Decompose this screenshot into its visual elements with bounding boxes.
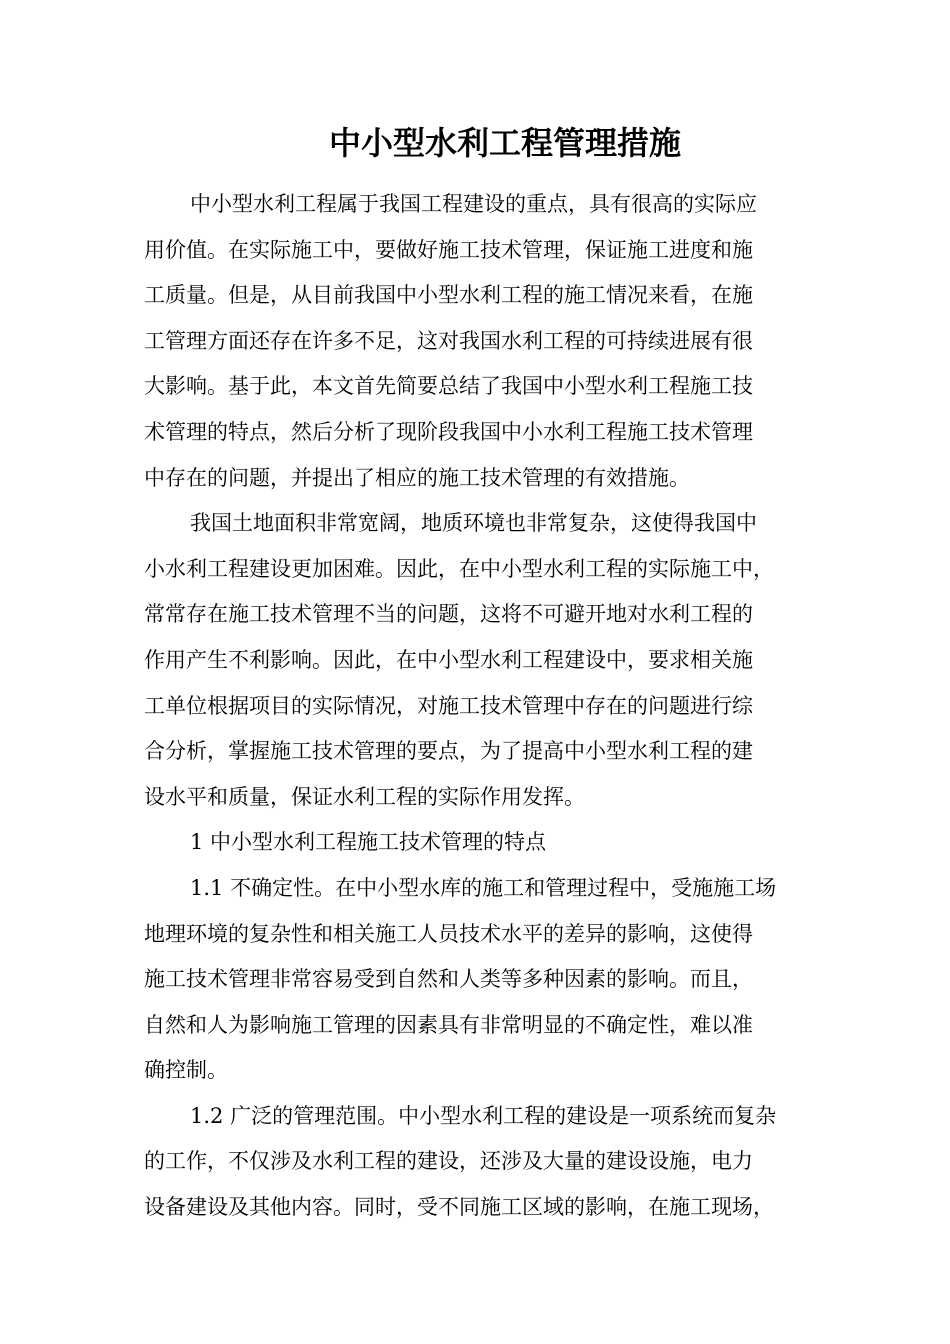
body-text-line: 中存在的问题，并提出了相应的施工技术管理的有效措施。 [144,465,690,490]
body-text-line: 自然和人为影响施工管理的因素具有非常明显的不确定性，难以准 [144,1012,753,1037]
body-text-line: 术管理的特点，然后分析了现阶段我国中小水利工程施工技术管理 [144,419,753,444]
document-title: 中小型水利工程管理措施 [328,124,681,162]
body-text-line: 常常存在施工技术管理不当的问题，这将不可避开地对水利工程的 [144,602,753,627]
body-text-line: 中小型水利工程属于我国工程建设的重点，具有很高的实际应 [190,192,757,216]
body-text-line: 工单位根据项目的实际情况，对施工技术管理中存在的问题进行综 [144,693,753,718]
body-text-line: 工质量。但是，从目前我国中小型水利工程的施工情况来看，在施 [144,283,753,308]
body-text-line: 施工技术管理非常容易受到自然和人类等多种因素的影响。而且， [144,967,753,992]
body-text-line: 作用产生不利影响。因此，在中小型水利工程建设中，要求相关施 [144,647,753,672]
body-text-line: 用价值。在实际施工中，要做好施工技术管理，保证施工进度和施 [144,237,753,262]
body-text-line: 1 中小型水利工程施工技术管理的特点 [190,830,547,855]
body-text-line: 工管理方面还存在许多不足，这对我国水利工程的可持续进展有很 [144,328,753,353]
body-text-line: 合分析，掌握施工技术管理的要点，为了提高中小型水利工程的建 [144,739,753,764]
body-text-line: 1.2 广泛的管理范围。中小型水利工程的建设是一项系统而复杂 [190,1103,777,1128]
body-text-line: 设备建设及其他内容。同时，受不同施工区域的影响，在施工现场， [144,1195,774,1220]
body-text-line: 1.1 不确定性。在中小型水库的施工和管理过程中，受施施工场 [190,875,777,900]
body-text-line: 确控制。 [144,1058,228,1083]
body-text-line: 大影响。基于此，本文首先简要总结了我国中小型水利工程施工技 [144,374,753,399]
document-body [144,182,834,1231]
body-text-line: 小水利工程建设更加困难。因此，在中小型水利工程的实际施工中， [144,556,774,581]
body-text-line: 地理环境的复杂性和相关施工人员技术水平的差异的影响，这使得 [144,921,753,946]
body-text-line: 设水平和质量，保证水利工程的实际作用发挥。 [144,784,585,809]
body-text-line: 的工作，不仅涉及水利工程的建设，还涉及大量的建设设施，电力 [144,1149,753,1174]
body-text-line: 我国土地面积非常宽阔，地质环境也非常复杂，这使得我国中 [190,511,757,536]
